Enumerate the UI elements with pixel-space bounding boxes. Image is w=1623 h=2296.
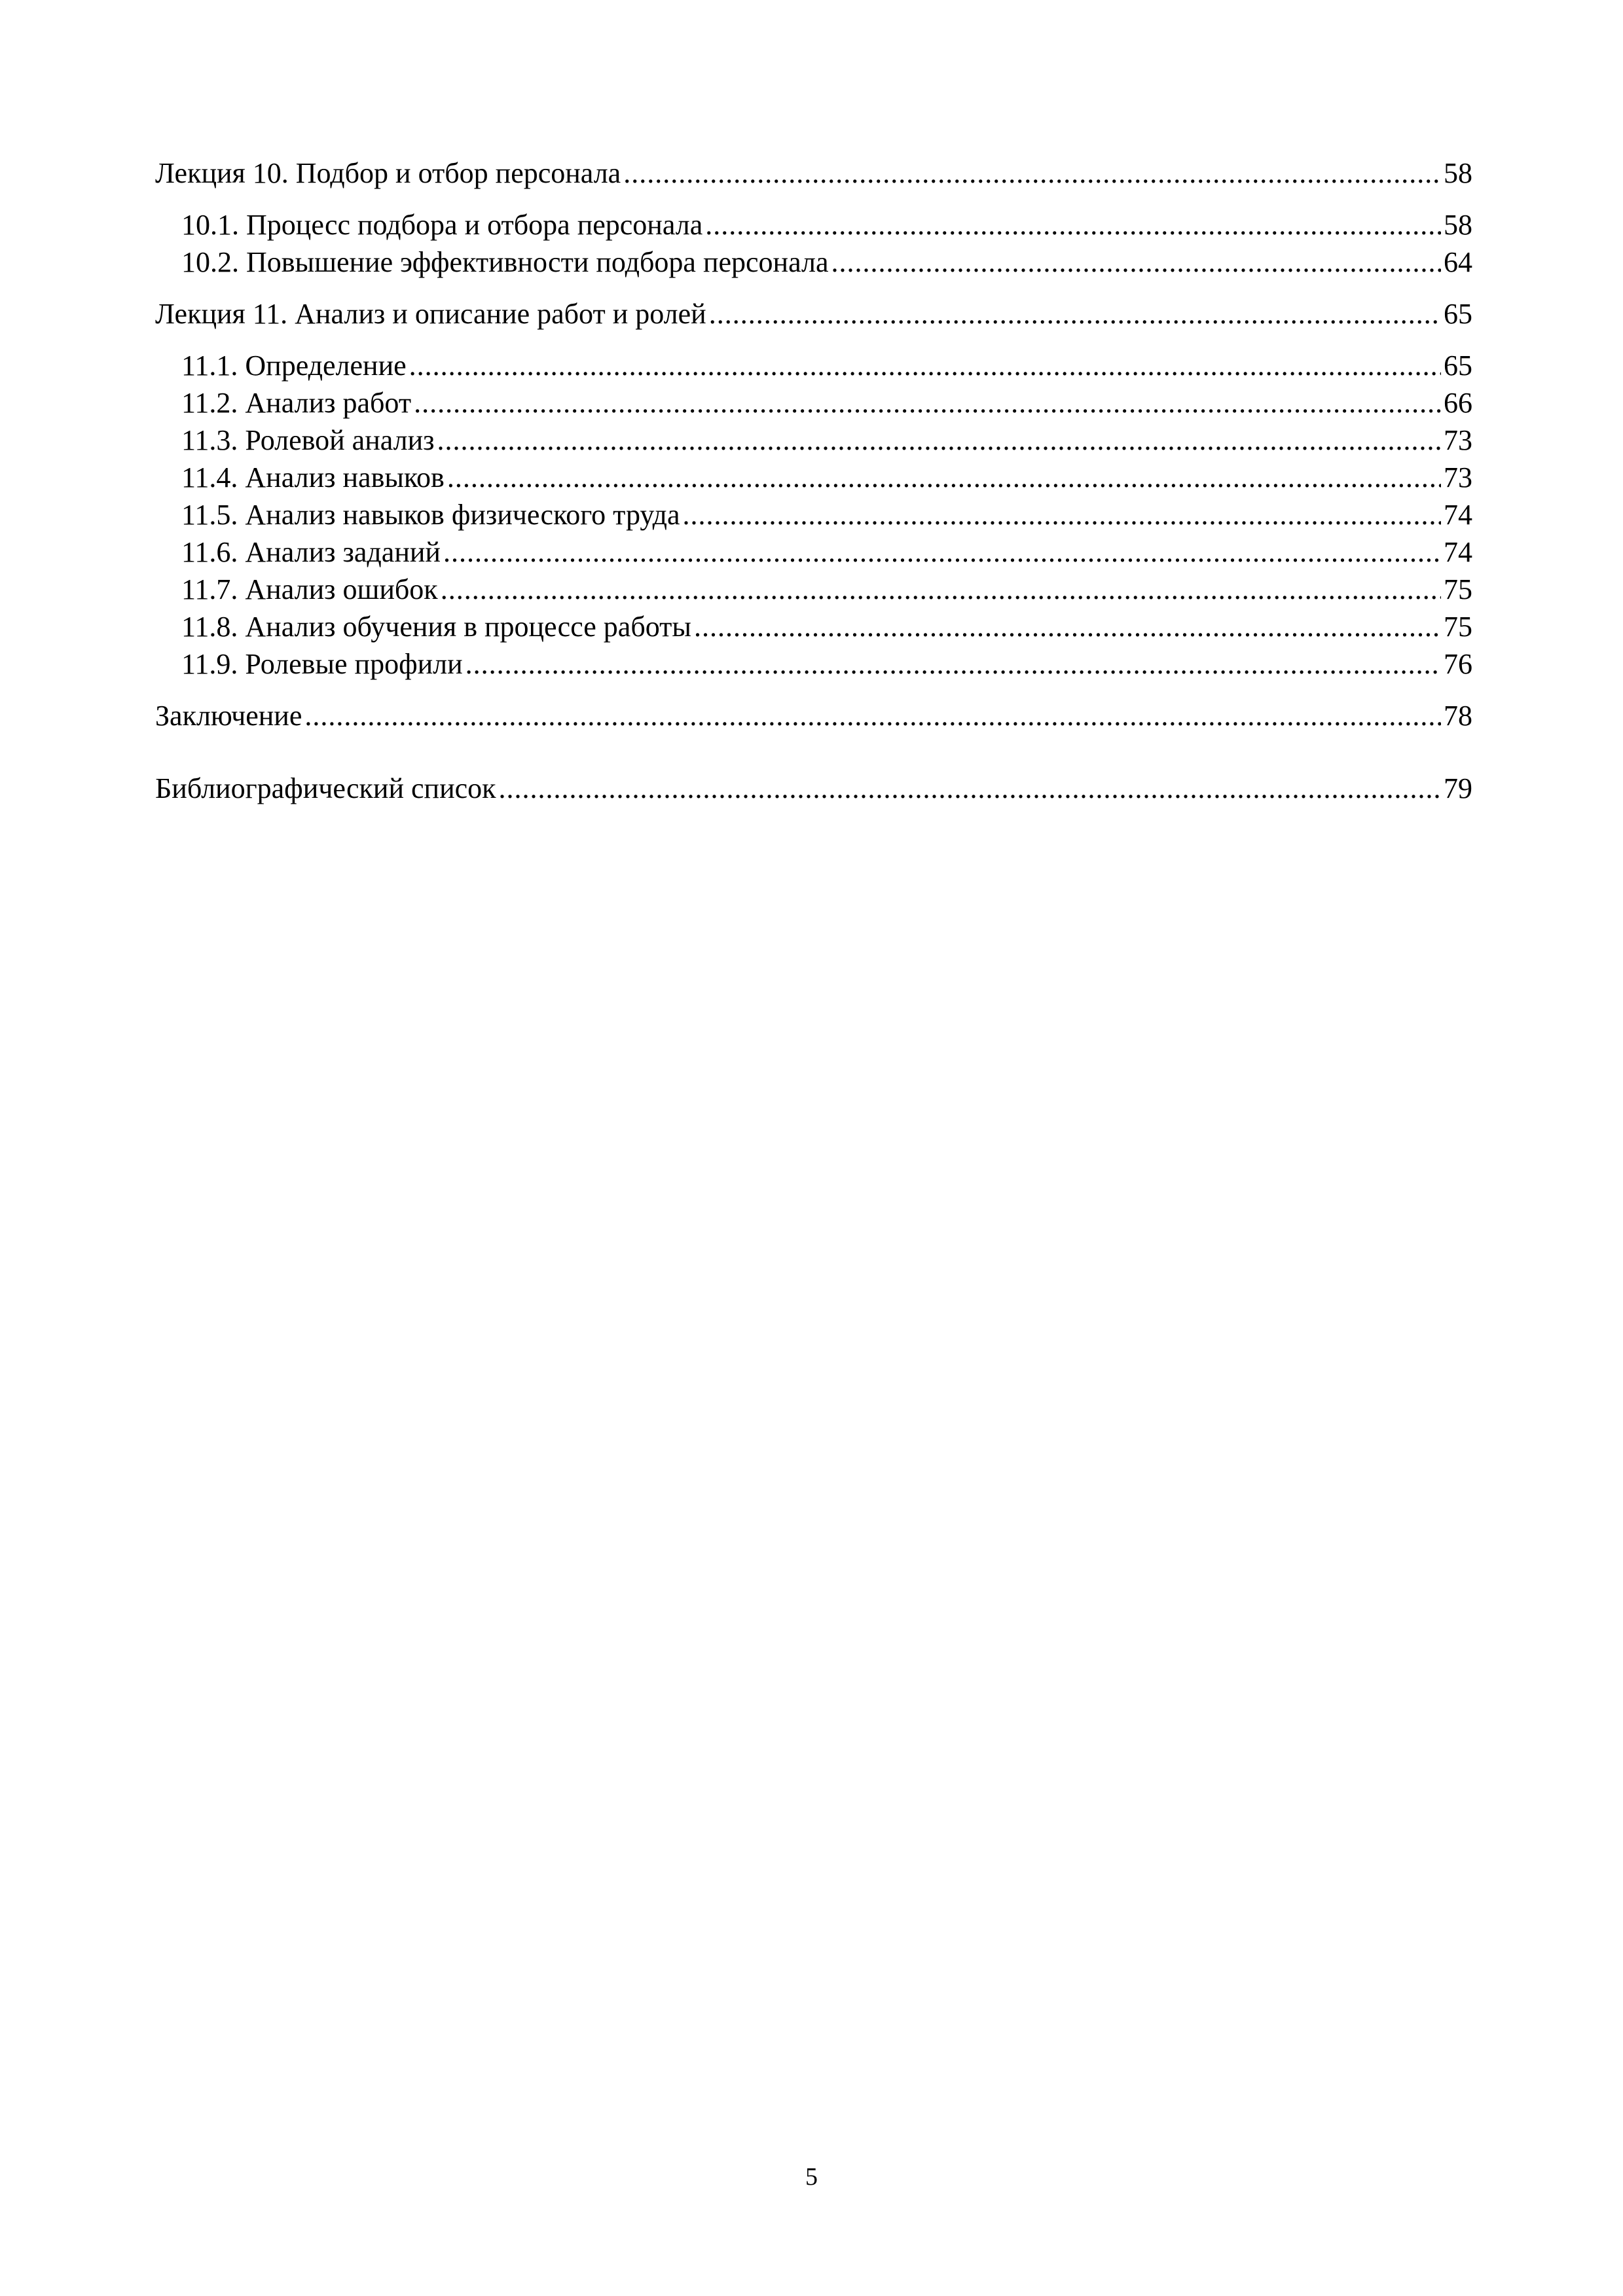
toc-entry-title: 11.6. Анализ заданий [181,536,441,568]
toc-entry-page: 73 [1444,424,1472,456]
toc-entry-11-9[interactable] [155,645,1472,683]
toc-entry-page: 73 [1444,461,1472,493]
page-number: 5 [805,2163,818,2191]
toc-entry-title: 11.9. Ролевые профили [181,648,463,680]
toc-entry-page: 74 [1444,499,1472,531]
toc-entry-title: 11.3. Ролевой анализ [181,424,435,456]
toc-entry-page: 58 [1444,209,1472,241]
toc-dot-leader [443,533,1441,571]
toc-dot-leader [447,459,1441,496]
toc-entry-title: Библиографический список [155,772,496,804]
toc-dot-leader [709,295,1441,332]
toc-entry-title: 10.2. Повышение эффективности подбора персонала [181,246,829,278]
toc-entry-lecture-11[interactable] [155,295,1472,332]
toc-entry-page: 75 [1444,573,1472,605]
toc-dot-leader [623,154,1441,192]
toc-dot-leader [499,770,1441,807]
toc-entry-page: 74 [1444,536,1472,568]
toc-dot-leader [409,347,1441,384]
toc-entry-page: 75 [1444,611,1472,643]
toc-entry-page: 79 [1444,772,1472,804]
toc-entry-title: 11.2. Анализ работ [181,387,412,419]
toc-entry-11-1[interactable] [155,347,1472,384]
table-of-contents [155,154,1472,807]
toc-dot-leader [414,384,1441,422]
toc-entry-page: 65 [1444,298,1472,330]
toc-entry-lecture-10[interactable] [155,154,1472,192]
toc-entry-title: Лекция 11. Анализ и описание работ и ролей [155,298,706,330]
toc-entry-11-4[interactable] [155,459,1472,496]
toc-entry-title: 11.7. Анализ ошибок [181,573,438,605]
toc-dot-leader [465,645,1441,683]
toc-dot-leader [705,206,1441,243]
toc-entry-page: 65 [1444,350,1472,382]
toc-entry-page: 78 [1444,700,1472,732]
toc-dot-leader [304,697,1441,734]
toc-entry-title: 11.1. Определение [181,350,407,382]
toc-dot-leader [437,422,1441,459]
toc-dot-leader [694,608,1441,645]
toc-dot-leader [441,571,1441,608]
toc-entry-11-3[interactable] [155,422,1472,459]
toc-entry-page: 76 [1444,648,1472,680]
toc-entry-title: 10.1. Процесс подбора и отбора персонала [181,209,703,241]
toc-entry-title: 11.8. Анализ обучения в процессе работы [181,611,691,643]
toc-entry-title: 11.4. Анализ навыков [181,461,445,493]
toc-entry-page: 64 [1444,246,1472,278]
toc-entry-11-2[interactable] [155,384,1472,422]
toc-dot-leader [831,243,1442,281]
toc-entry-title: Заключение [155,700,302,732]
toc-dot-leader [683,496,1441,533]
toc-entry-bibliography[interactable] [155,770,1472,807]
toc-entry-10-2[interactable] [155,243,1472,281]
toc-entry-11-7[interactable] [155,571,1472,608]
toc-entry-page: 66 [1444,387,1472,419]
toc-entry-10-1[interactable] [155,206,1472,243]
toc-entry-page: 58 [1444,157,1472,189]
toc-entry-conclusion[interactable] [155,697,1472,734]
toc-entry-title: 11.5. Анализ навыков физического труда [181,499,680,531]
toc-entry-11-6[interactable] [155,533,1472,571]
toc-entry-title: Лекция 10. Подбор и отбор персонала [155,157,621,189]
toc-entry-11-8[interactable] [155,608,1472,645]
toc-entry-11-5[interactable] [155,496,1472,533]
